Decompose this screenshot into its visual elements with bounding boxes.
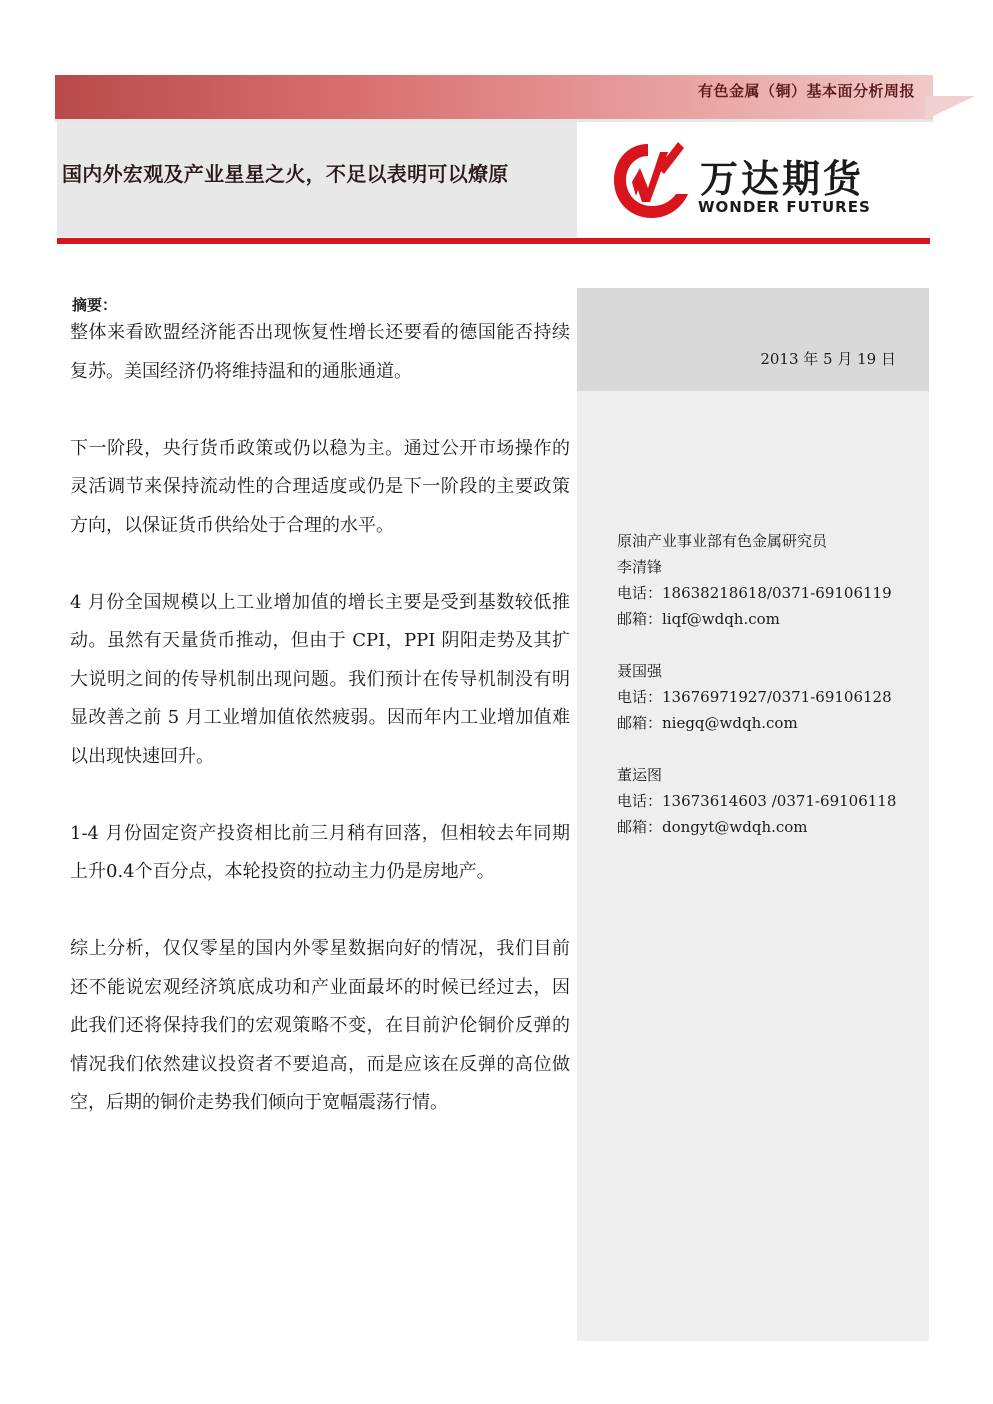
contact-list <box>617 528 917 866</box>
report-type: 有色金属（铜）基本面分析周报 <box>697 82 915 100</box>
contact-name: 聂国强 <box>617 662 663 680</box>
logo-mark-icon <box>614 142 688 218</box>
contact-phone: 电话：13676971927/0371-69106128 <box>617 688 892 706</box>
contact-name: 董运图 <box>617 766 663 784</box>
sidebar-date-box <box>577 288 929 391</box>
contact-card <box>617 762 917 840</box>
summary-paragraph: 1-4 月份固定资产投资相比前三月稍有回落，但相较去年同期上升0.4个百分点，本轮投资的拉动主力仍是房地产。 <box>70 822 570 882</box>
page-title: 国内外宏观及产业星星之火，不足以表明可以燎原 <box>62 162 509 186</box>
contact-card <box>617 528 917 632</box>
report-date: 2013 年 5 月 19 日 <box>760 350 896 368</box>
contact-name: 李清锋 <box>617 558 663 576</box>
summary-label: 摘要： <box>72 296 118 314</box>
summary-paragraph: 4 月份全国规模以上工业增加值的增长主要是受到基数较低推动。虽然有天量货币推动，但由于 CPI，PPI 阴阳走势及其扩大说明之间的传导机制出现问题。我们预计在传导机制没有明显改善之前 5 月工业增加值依然疲弱。因而年内工业增加值难以出现快速回升。 <box>70 591 570 767</box>
header-flag-decoration <box>925 96 975 120</box>
contact-email[interactable]: 邮箱：dongyt@wdqh.com <box>617 818 808 836</box>
red-divider <box>57 238 930 244</box>
summary-paragraph: 整体来看欧盟经济能否出现恢复性增长还要看的德国能否持续复苏。美国经济仍将维持温和的通胀通道。 <box>70 322 570 382</box>
summary-body <box>70 314 570 1161</box>
contact-card <box>617 658 917 736</box>
logo-name-cn: 万达期货 <box>700 157 865 201</box>
contact-phone: 电话：18638218618/0371-69106119 <box>617 584 892 602</box>
summary-paragraph: 下一阶段，央行货币政策或仍以稳为主。通过公开市场操作的灵活调节来保持流动性的合理适度或仍是下一阶段的主要政策方向，以保证货币供给处于合理的水平。 <box>70 437 570 536</box>
contact-email[interactable]: 邮箱：niegq@wdqh.com <box>617 714 798 732</box>
summary-paragraph: 综上分析，仅仅零星的国内外零星数据向好的情况，我们目前还不能说宏观经济筑底成功和产业面最坏的时候已经过去，因此我们还将保持我们的宏观策略不变，在目前沪伦铜价反弹的情况我们依然建议投资者不要追高，而是应该在反弹的高位做空，后期的铜价走势我们倾向于宽幅震荡行情。 <box>70 938 570 1113</box>
logo-name-en: WONDER FUTURES <box>698 198 871 216</box>
contact-email[interactable]: 邮箱：liqf@wdqh.com <box>617 610 780 628</box>
contact-dept: 原油产业事业部有色金属研究员 <box>617 532 828 550</box>
contact-phone: 电话：13673614603 /0371-69106118 <box>617 792 897 810</box>
